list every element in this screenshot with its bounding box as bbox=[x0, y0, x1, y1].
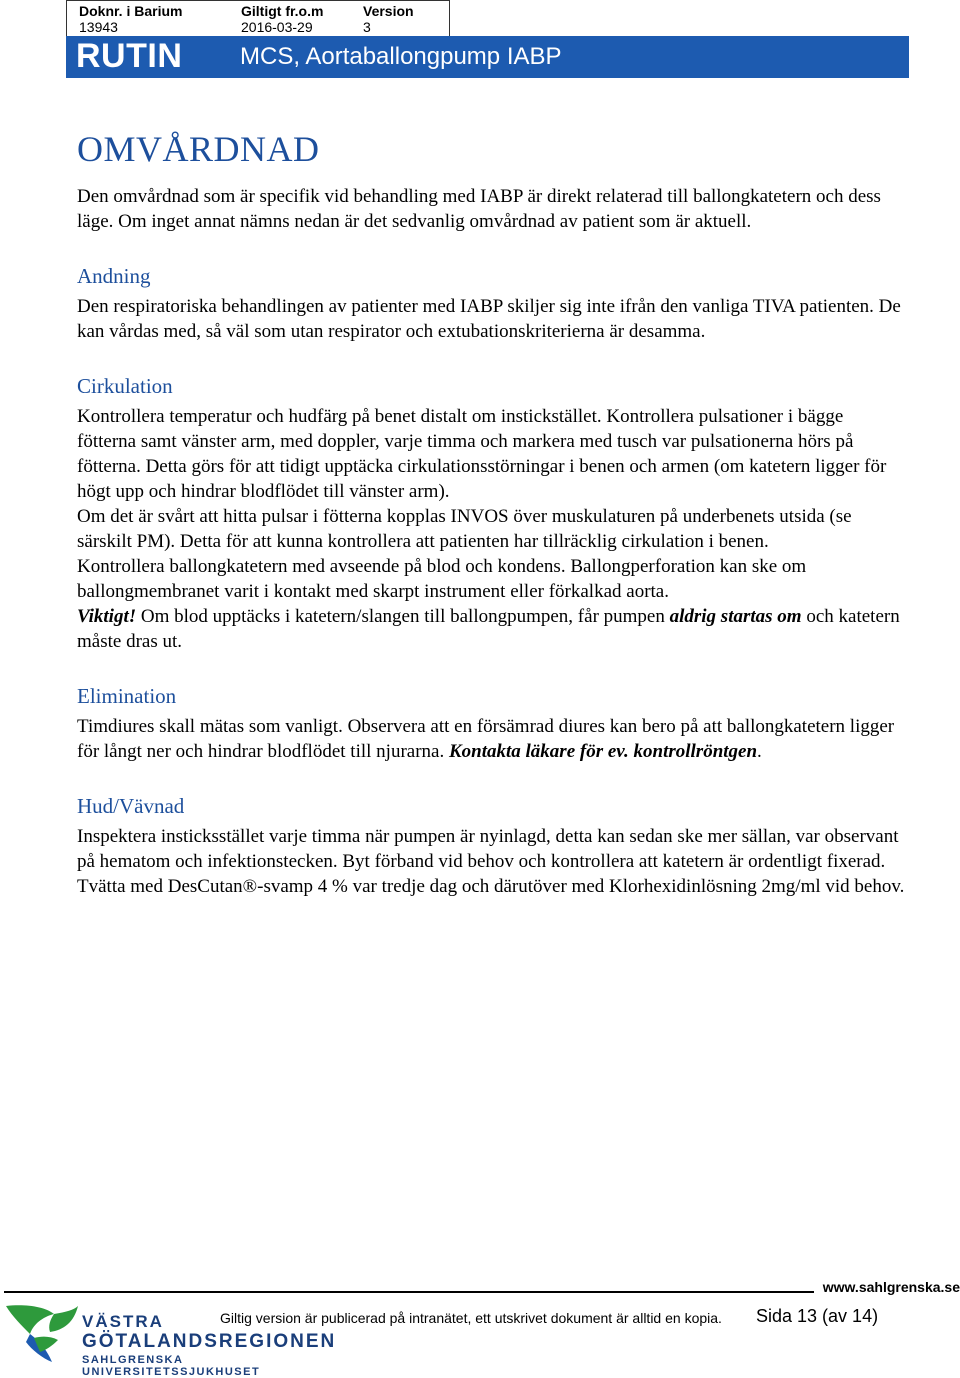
title-bar bbox=[66, 36, 909, 78]
warning-emphasis: aldrig startas om bbox=[669, 606, 802, 627]
logo-text-region: GÖTALANDSREGIONEN bbox=[82, 1331, 337, 1352]
document-title: MCS, Aortaballongpump IABP bbox=[240, 43, 562, 70]
elimination-end: . bbox=[757, 741, 762, 762]
doknr-label: Doknr. i Barium bbox=[79, 3, 183, 19]
doknr-value: 13943 bbox=[79, 19, 118, 35]
cirkulation-paragraph-1: Kontrollera temperatur och hudfärg på benet distalt om instickstället. Kontrollera pulsationer i bägge fötterna samt vänster arm, med doppler, varje timma och markera med tusch var pulsationerna hörs på fötterna. Detta görs för att tidigt upptäcka cirkulationsstörningar i benen och armen (om katetern ligger för högt upp och hindrar blodflödet till vänster arm). bbox=[77, 406, 887, 502]
viktigt-label: Viktigt! bbox=[77, 606, 137, 627]
version-label: Version bbox=[363, 3, 414, 19]
page-number: Sida 13 (av 14) bbox=[756, 1306, 879, 1326]
cirkulation-paragraph-3: Kontrollera ballongkatetern med avseende på blod och kondens. Ballongperforation kan ske om ballongmembranet varit i kontakt med skarpt instrument eller förkalkad aorta. bbox=[77, 556, 807, 602]
giltigt-label: Giltigt fr.o.m bbox=[241, 3, 324, 19]
cirkulation-warning-paragraph bbox=[77, 604, 907, 654]
footer-url: www.sahlgrenska.se bbox=[822, 1279, 960, 1295]
section-heading-hud: Hud/Vävnad bbox=[77, 794, 185, 818]
elimination-paragraph bbox=[77, 714, 907, 764]
document-meta-header bbox=[66, 0, 450, 36]
warning-end-text: och katetern måste dras ut. bbox=[77, 606, 900, 652]
section-heading-elimination: Elimination bbox=[77, 684, 177, 708]
elimination-text: Timdiures skall mätas som vanligt. Observera att en försämrad diures kan bero på att ballongkatetern ligger för långt ner och hindrar blodflödet till njurarna. bbox=[77, 716, 895, 762]
logo-text-vastra: VÄSTRA bbox=[82, 1312, 164, 1331]
document-body bbox=[77, 128, 907, 899]
warning-text: Om blod upptäcks i katetern/slangen till ballongpumpen, får pumpen bbox=[136, 606, 670, 627]
footer-divider bbox=[4, 1291, 814, 1293]
footer-note: Giltig version är publicerad på intranätet, ett utskrivet dokument är alltid en kopia. bbox=[220, 1310, 722, 1326]
cirkulation-paragraph-2: Om det är svårt att hitta pulsar i fötterna kopplas INVOS över muskulaturen på underbenets utsida (se särskilt PM). Detta för att kunna kontrollera att patienten har tillräcklig cirkulation i benen. bbox=[77, 506, 852, 552]
elimination-emphasis: Kontakta läkare för ev. kontrollröntgen bbox=[448, 741, 758, 762]
version-value: 3 bbox=[363, 19, 371, 35]
section-heading-andning: Andning bbox=[77, 264, 151, 288]
intro-paragraph: Den omvårdnad som är specifik vid behandling med IABP är direkt relaterad till ballongkatetern och dess läge. Om inget annat nämns nedan är det sedvanlig omvårdnad av patient som är aktuell. bbox=[77, 186, 881, 232]
giltigt-value: 2016-03-29 bbox=[241, 19, 313, 35]
vgr-leaf-icon bbox=[4, 1300, 80, 1370]
andning-paragraph: Den respiratoriska behandlingen av patienter med IABP skiljer sig inte ifrån den vanliga TIVA patienten. De kan vårdas med, så väl som utan respirator och extubationskriterierna är desamma. bbox=[77, 296, 901, 342]
rutin-label: RUTIN bbox=[76, 37, 183, 75]
page-heading: OMVÅRDNAD bbox=[77, 129, 320, 169]
section-heading-cirkulation: Cirkulation bbox=[77, 374, 173, 398]
hud-paragraph: Inspektera insticksstället varje timma när pumpen är nyinlagd, detta kan sedan ske mer sällan, var observant på hematom och infektionstecken. Byt förband vid behov och kontrollera att katetern är ordentligt fixerad. Tvätta med DesCutan®-svamp 4 % var tredje dag och därutöver med Klorhexidinlösning 2mg/ml vid behov. bbox=[77, 826, 905, 897]
logo-text-hospital: SAHLGRENSKA UNIVERSITETSSJUKHUSET bbox=[82, 1354, 261, 1378]
